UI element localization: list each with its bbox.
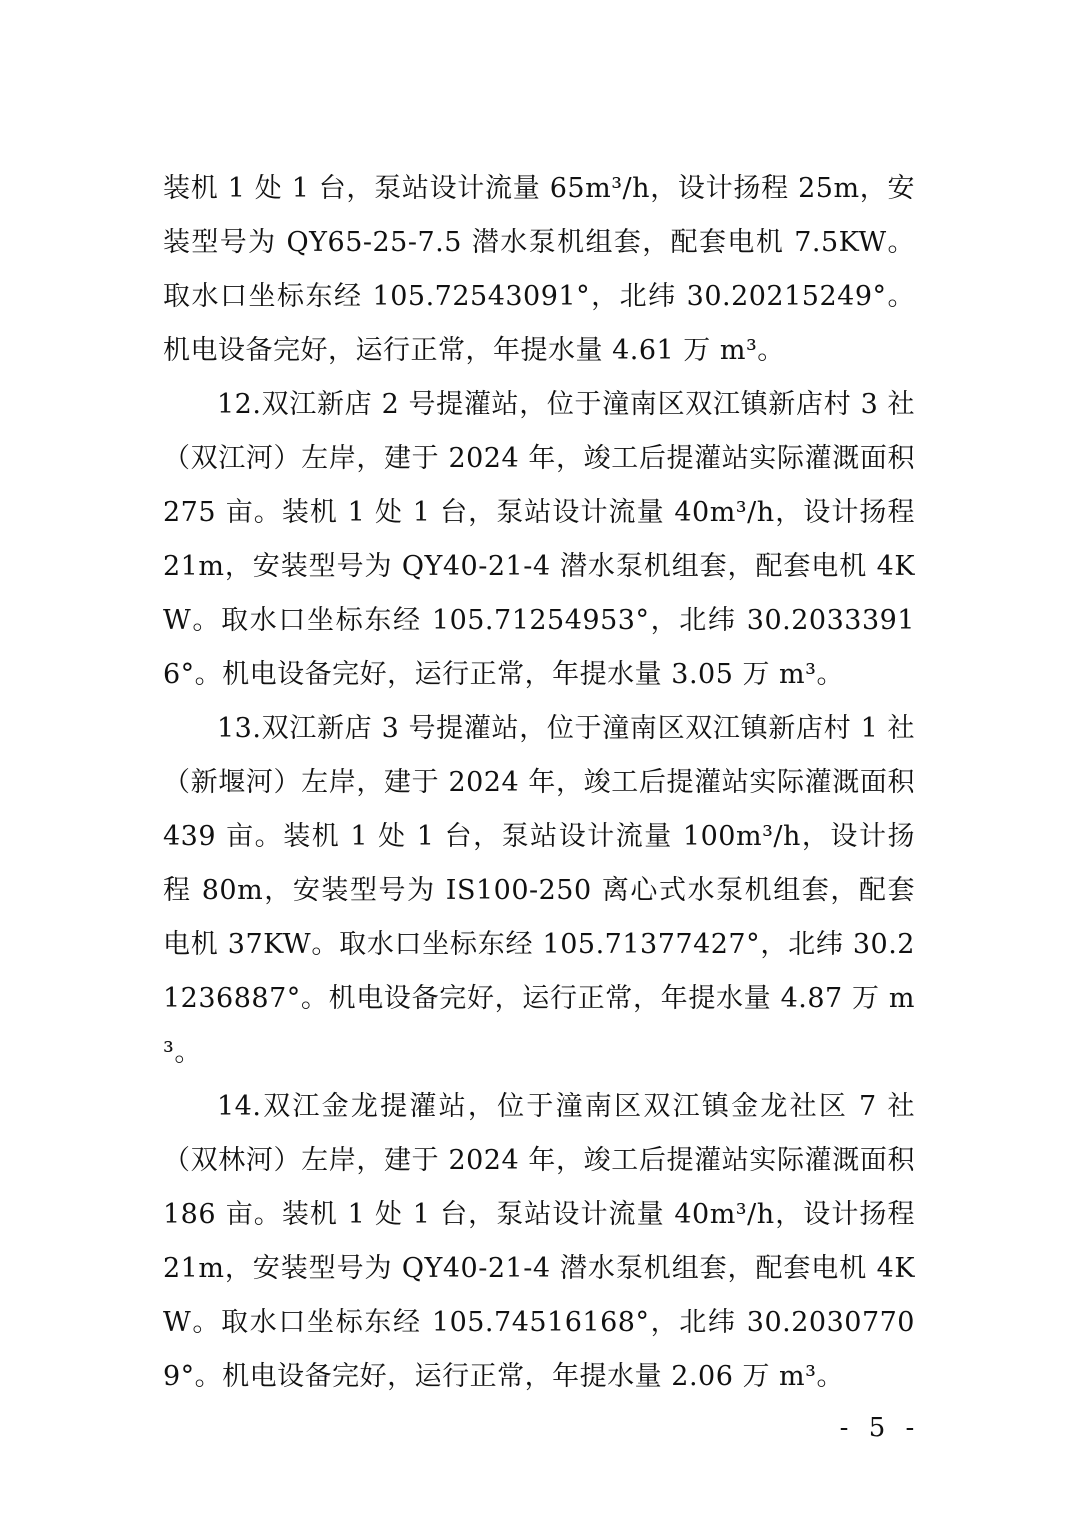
page-number: - 5 -: [839, 1413, 921, 1443]
paragraph-14: 14.双江金龙提灌站，位于潼南区双江镇金龙社区 7 社（双林河）左岸，建于 2024 年，竣工后提灌站实际灌溉面积 186 亩。装机 1 处 1 台，泵站设计流量 40m³/h，设计扬程 21m，安装型号为 QY40-21-4 潜水泵机组套，配套电机 4KW。取水口坐标东经 105.74516168°，北纬 30.20307709°。机电设备完好，运行正常，年提水量 2.06 万 m³。: [163, 1091, 915, 1392]
paragraph-12: 12.双江新店 2 号提灌站，位于潼南区双江镇新店村 3 社（双江河）左岸，建于 2024 年，竣工后提灌站实际灌溉面积 275 亩。装机 1 处 1 台，泵站设计流量 40m³/h，设计扬程 21m，安装型号为 QY40-21-4 潜水泵机组套，配套电机 4KW。取水口坐标东经 105.71254953°，北纬 30.20333916°。机电设备完好，运行正常，年提水量 3.05 万 m³。: [163, 389, 915, 690]
paragraph-13: 13.双江新店 3 号提灌站，位于潼南区双江镇新店村 1 社（新堰河）左岸，建于 2024 年，竣工后提灌站实际灌溉面积 439 亩。装机 1 处 1 台，泵站设计流量 100m³/h，设计扬程 80m，安装型号为 IS100-250 离心式水泵机组套，配套电机 37KW。取水口坐标东经 105.71377427°，北纬 30.21236887°。机电设备完好，运行正常，年提水量 4.87 万 m³。: [163, 713, 915, 1068]
paragraph-11-continued: 装机 1 处 1 台，泵站设计流量 65m³/h，设计扬程 25m，安装型号为 QY65-25-7.5 潜水泵机组套，配套电机 7.5KW。取水口坐标东经 105.72543091°，北纬 30.20215249°。机电设备完好，运行正常，年提水量 4.61 万 m³。: [163, 173, 915, 366]
document-body: [163, 162, 915, 1404]
